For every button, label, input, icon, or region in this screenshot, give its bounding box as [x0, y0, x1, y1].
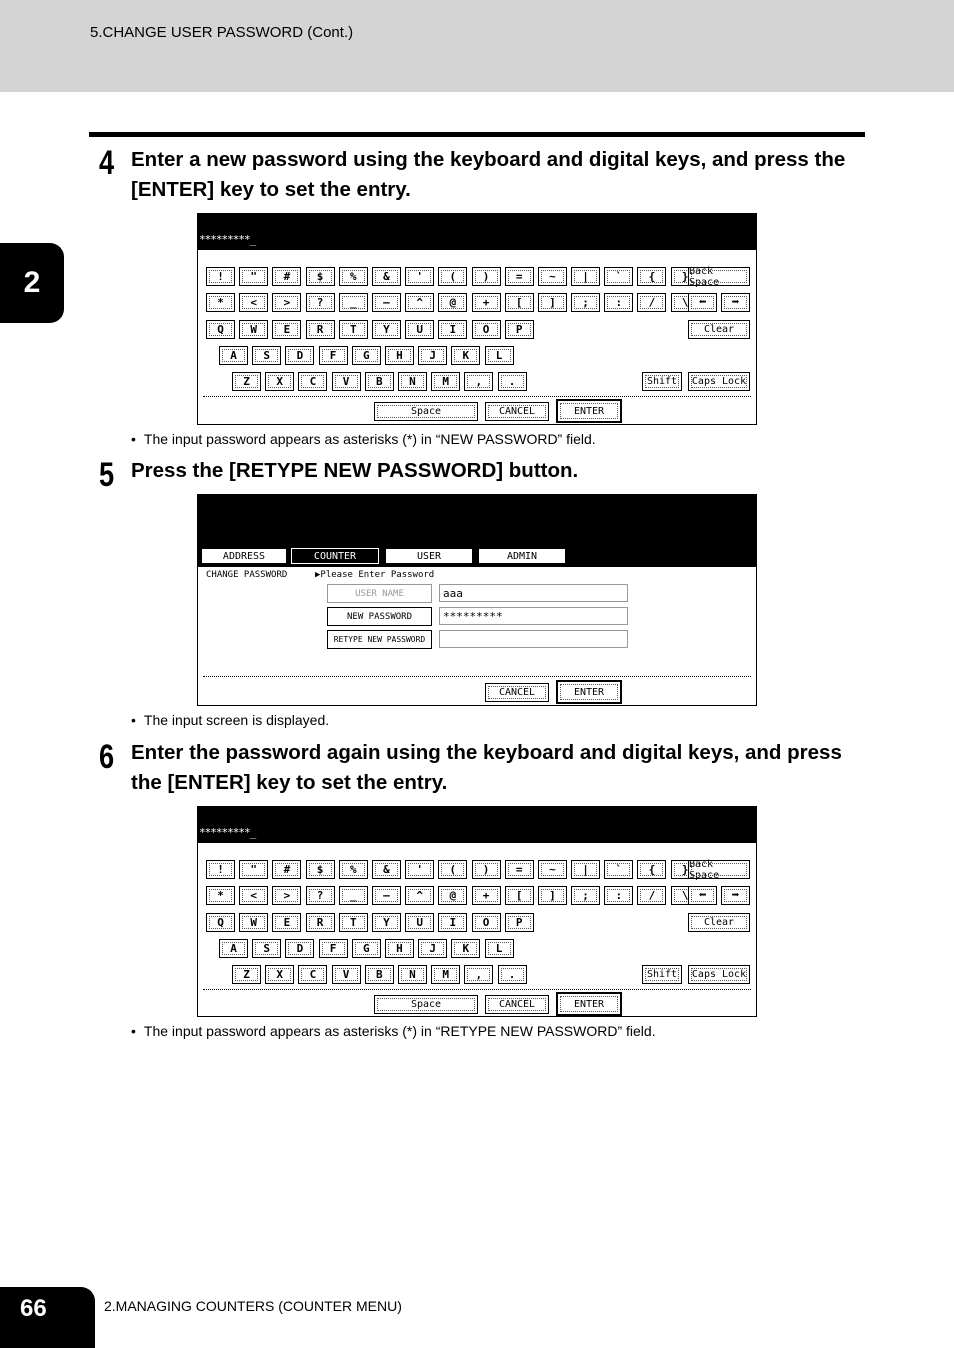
cancel-button[interactable]: CANCEL	[485, 683, 549, 702]
tab-address[interactable]: ADDRESS	[201, 548, 287, 564]
page-number: 66	[0, 1287, 95, 1348]
input-display	[198, 214, 756, 250]
shift-button[interactable]: Shift	[642, 372, 682, 391]
key[interactable]: =	[505, 860, 534, 879]
key[interactable]: O	[472, 320, 501, 339]
key[interactable]: G	[352, 346, 381, 365]
key[interactable]: @	[438, 886, 467, 905]
divider	[203, 989, 751, 990]
step-note: • The input screen is displayed.	[131, 712, 330, 728]
section-label: CHANGE PASSWORD	[206, 570, 288, 580]
cancel-button[interactable]: CANCEL	[485, 995, 549, 1014]
key[interactable]: J	[418, 939, 447, 958]
key[interactable]: P	[505, 320, 534, 339]
caps-lock-button[interactable]: Caps Lock	[688, 965, 750, 984]
key[interactable]: |	[571, 267, 600, 286]
key[interactable]: .	[498, 372, 527, 391]
new-password-button[interactable]: NEW PASSWORD	[327, 607, 432, 626]
divider	[203, 396, 751, 397]
key[interactable]: _	[339, 293, 368, 312]
key[interactable]: A	[219, 346, 248, 365]
left-arrow-icon[interactable]: ⬅	[688, 293, 717, 312]
step-instruction: Enter a new password using the keyboard and digital keys, and press the [ENTER] key to set the entry.	[131, 148, 846, 201]
user-name-button: USER NAME	[327, 584, 432, 603]
key[interactable]: $	[306, 267, 335, 286]
right-arrow-icon[interactable]: ➡	[721, 886, 750, 905]
key[interactable]: `	[604, 267, 633, 286]
key[interactable]: Z	[232, 372, 261, 391]
key[interactable]: \	[671, 886, 700, 905]
key[interactable]: #	[272, 267, 301, 286]
right-arrow-icon[interactable]: ➡	[721, 293, 750, 312]
key[interactable]: }	[671, 267, 700, 286]
key[interactable]: *	[206, 293, 235, 312]
key[interactable]: !	[206, 267, 235, 286]
key[interactable]: _	[339, 886, 368, 905]
key[interactable]: .	[498, 965, 527, 984]
key[interactable]: (	[438, 860, 467, 879]
key[interactable]: \	[671, 293, 700, 312]
input-display	[198, 807, 756, 843]
key[interactable]: #	[272, 860, 301, 879]
back-space-button[interactable]: Back Space	[688, 860, 750, 879]
key[interactable]: S	[252, 939, 281, 958]
key[interactable]: W	[239, 913, 268, 932]
key[interactable]: >	[272, 886, 301, 905]
keyboard-row2	[206, 293, 704, 312]
key[interactable]: '	[405, 267, 434, 286]
user-name-field: aaa	[439, 584, 628, 602]
key[interactable]: %	[339, 267, 368, 286]
key[interactable]: >	[272, 293, 301, 312]
key[interactable]: —	[372, 886, 401, 905]
step-number: 4	[99, 144, 115, 182]
key[interactable]: +	[472, 293, 501, 312]
key[interactable]: L	[485, 939, 514, 958]
key[interactable]: @	[438, 293, 467, 312]
section-rule	[89, 132, 865, 137]
keyboard-row5	[232, 965, 531, 984]
key[interactable]: ,	[464, 372, 493, 391]
keyboard-row4	[219, 346, 518, 365]
key[interactable]: ]	[538, 293, 567, 312]
key[interactable]: ;	[571, 293, 600, 312]
enter-button[interactable]: ENTER	[556, 992, 622, 1016]
divider	[203, 676, 751, 677]
key[interactable]: W	[239, 320, 268, 339]
key[interactable]: ~	[538, 267, 567, 286]
key[interactable]: S	[252, 346, 281, 365]
key[interactable]: F	[319, 939, 348, 958]
step-number: 6	[99, 738, 115, 776]
key[interactable]: ^	[405, 886, 434, 905]
key[interactable]: O	[472, 913, 501, 932]
key[interactable]: K	[451, 346, 480, 365]
keyboard-row4	[219, 939, 518, 958]
key[interactable]: T	[339, 320, 368, 339]
key[interactable]: C	[298, 372, 327, 391]
key[interactable]: ^	[405, 293, 434, 312]
key[interactable]: "	[239, 860, 268, 879]
keyboard-row2	[206, 886, 704, 905]
key[interactable]: )	[472, 860, 501, 879]
shift-button[interactable]: Shift	[642, 965, 682, 984]
key[interactable]: `	[604, 860, 633, 879]
key[interactable]: ,	[464, 965, 493, 984]
header-band	[0, 0, 954, 92]
left-arrow-icon[interactable]: ⬅	[688, 886, 717, 905]
key[interactable]: &	[372, 860, 401, 879]
new-password-field: *********	[439, 607, 628, 625]
key[interactable]: :	[604, 886, 633, 905]
key[interactable]: X	[265, 372, 294, 391]
key[interactable]: V	[332, 965, 361, 984]
key[interactable]: &	[372, 267, 401, 286]
key[interactable]: I	[438, 913, 467, 932]
key[interactable]: Z	[232, 965, 261, 984]
caps-lock-button[interactable]: Caps Lock	[688, 372, 750, 391]
key[interactable]: {	[637, 267, 666, 286]
key[interactable]: )	[472, 267, 501, 286]
key[interactable]: <	[239, 293, 268, 312]
chapter-tab: 2	[0, 243, 64, 323]
key[interactable]: U	[405, 913, 434, 932]
key[interactable]: —	[372, 293, 401, 312]
key[interactable]: Q	[206, 320, 235, 339]
keyboard-row1	[206, 267, 704, 286]
key[interactable]: C	[298, 965, 327, 984]
password-screen-screenshot	[197, 494, 757, 706]
key[interactable]: T	[339, 913, 368, 932]
key[interactable]: H	[385, 939, 414, 958]
running-header: 5.CHANGE USER PASSWORD (Cont.)	[90, 24, 354, 41]
key[interactable]: L	[485, 346, 514, 365]
key[interactable]: J	[418, 346, 447, 365]
key[interactable]: I	[438, 320, 467, 339]
key[interactable]: ?	[306, 886, 335, 905]
running-footer: 2.MANAGING COUNTERS (COUNTER MENU)	[104, 1298, 402, 1314]
key[interactable]: K	[451, 939, 480, 958]
input-text: *********_	[199, 826, 256, 839]
tab-admin[interactable]: ADMIN	[478, 548, 566, 564]
space-button[interactable]: Space	[374, 402, 478, 421]
key[interactable]: =	[505, 267, 534, 286]
enter-button[interactable]: ENTER	[556, 399, 622, 423]
key[interactable]: !	[206, 860, 235, 879]
key[interactable]: <	[239, 886, 268, 905]
step-note: • The input password appears as asterisks (*) in “RETYPE NEW PASSWORD” field.	[131, 1023, 656, 1039]
key[interactable]: {	[637, 860, 666, 879]
key[interactable]: X	[265, 965, 294, 984]
key[interactable]: ]	[538, 886, 567, 905]
keyboard-row3	[206, 320, 538, 339]
prompt-text: ▶Please Enter Password	[315, 570, 435, 580]
key[interactable]: U	[405, 320, 434, 339]
key[interactable]: Y	[372, 913, 401, 932]
key[interactable]: N	[398, 965, 427, 984]
key[interactable]: +	[472, 886, 501, 905]
key[interactable]: Y	[372, 320, 401, 339]
key[interactable]: }	[671, 860, 700, 879]
key[interactable]: V	[332, 372, 361, 391]
key[interactable]: D	[285, 346, 314, 365]
input-text: *********_	[199, 233, 256, 246]
key[interactable]: [	[505, 886, 534, 905]
step-number: 5	[99, 456, 115, 494]
keyboard-screenshot	[197, 806, 757, 1017]
key[interactable]: %	[339, 860, 368, 879]
key[interactable]: *	[206, 886, 235, 905]
key[interactable]: ;	[571, 886, 600, 905]
key[interactable]: G	[352, 939, 381, 958]
key[interactable]: /	[637, 886, 666, 905]
clear-button[interactable]: Clear	[688, 913, 750, 932]
key[interactable]: |	[571, 860, 600, 879]
key[interactable]: '	[405, 860, 434, 879]
step-instruction: Enter the password again using the keyboard and digital keys, and press the [ENTER] key to set the entry.	[131, 741, 842, 794]
back-space-button[interactable]: Back Space	[688, 267, 750, 286]
keyboard-screenshot	[197, 213, 757, 425]
step-note: • The input password appears as asterisks (*) in “NEW PASSWORD” field.	[131, 431, 596, 447]
key[interactable]: :	[604, 293, 633, 312]
retype-password-field	[439, 630, 628, 648]
key[interactable]: R	[306, 913, 335, 932]
key[interactable]: E	[272, 913, 301, 932]
key[interactable]: ~	[538, 860, 567, 879]
key[interactable]: M	[431, 965, 460, 984]
key[interactable]: [	[505, 293, 534, 312]
clear-button[interactable]: Clear	[688, 320, 750, 339]
key[interactable]: "	[239, 267, 268, 286]
tab-user[interactable]: USER	[385, 548, 473, 564]
key[interactable]: D	[285, 939, 314, 958]
keyboard-row5	[232, 372, 531, 391]
retype-password-button[interactable]: RETYPE NEW PASSWORD	[327, 630, 432, 649]
step-instruction: Press the [RETYPE NEW PASSWORD] button.	[131, 459, 579, 482]
key[interactable]: ?	[306, 293, 335, 312]
key[interactable]: B	[365, 965, 394, 984]
key[interactable]: P	[505, 913, 534, 932]
key[interactable]: R	[306, 320, 335, 339]
key[interactable]: /	[637, 293, 666, 312]
key[interactable]: F	[319, 346, 348, 365]
key[interactable]: $	[306, 860, 335, 879]
keyboard-row1	[206, 860, 704, 879]
key[interactable]: H	[385, 346, 414, 365]
key[interactable]: M	[431, 372, 460, 391]
keyboard-row3	[206, 913, 538, 932]
key[interactable]: E	[272, 320, 301, 339]
cancel-button[interactable]: CANCEL	[485, 402, 549, 421]
key[interactable]: B	[365, 372, 394, 391]
enter-button[interactable]: ENTER	[556, 680, 622, 704]
key[interactable]: N	[398, 372, 427, 391]
key[interactable]: (	[438, 267, 467, 286]
key[interactable]: Q	[206, 913, 235, 932]
space-button[interactable]: Space	[374, 995, 478, 1014]
key[interactable]: A	[219, 939, 248, 958]
tab-counter[interactable]: COUNTER	[291, 548, 379, 564]
